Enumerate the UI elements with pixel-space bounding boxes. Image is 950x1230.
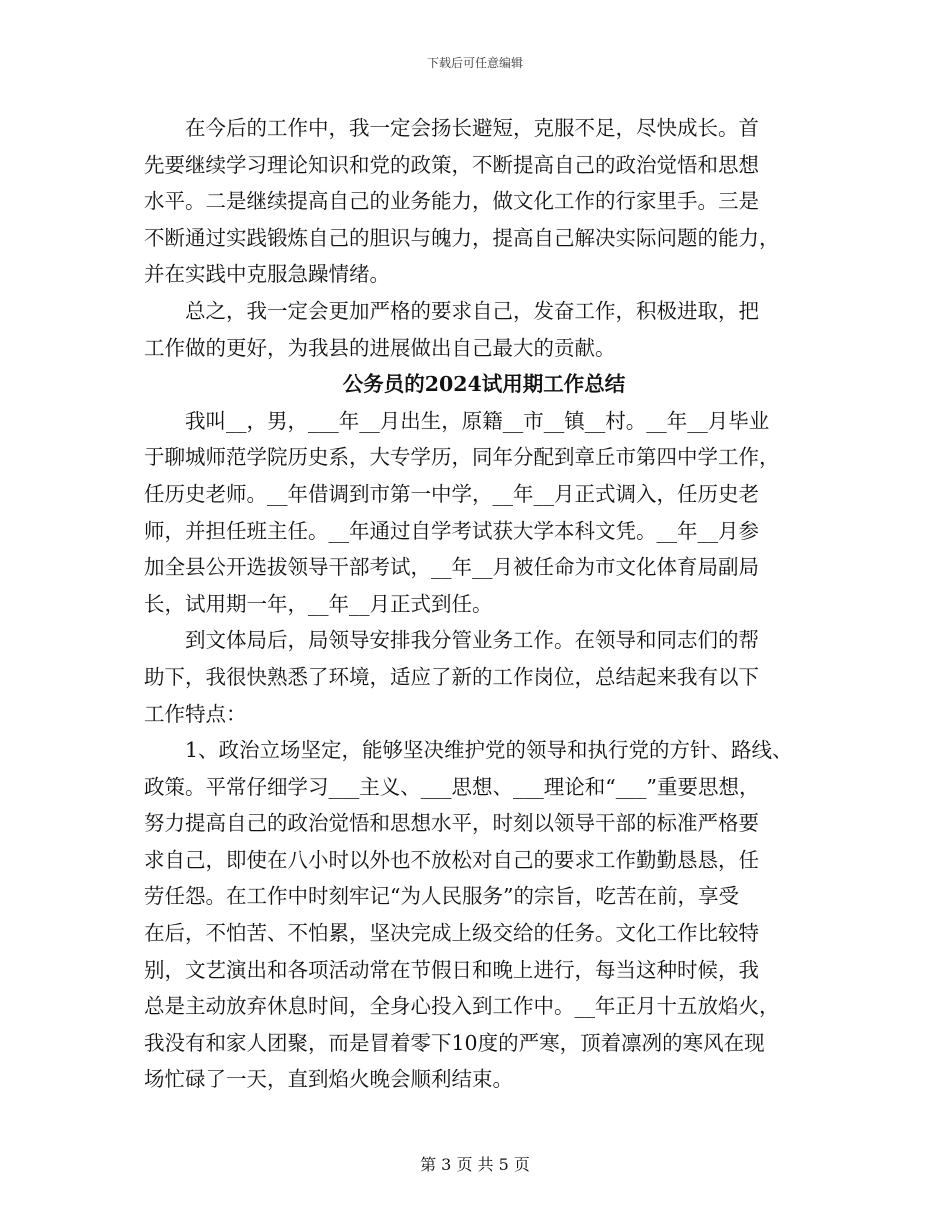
paragraph-line: 工作做的更好，为我县的进展做出自己最大的贡献。 [144, 335, 616, 360]
paragraph-line: 总之，我一定会更加严格的要求自己，发奋工作，积极进取，把 [185, 298, 759, 323]
paragraph-line: 我没有和家人团聚，而是冒着零下10度的严寒，顶着凛冽的寒风在现 [144, 1030, 765, 1055]
paragraph-line: 加全县公开选拔领导干部考试，__年__月被任命为市文化体育局副局 [144, 555, 759, 580]
paragraph-line: 助下，我很快熟悉了环境，适应了新的工作岗位，总结起来我有以下 [144, 664, 759, 689]
paragraph-line: 求自己，即使在八小时以外也不放松对自己的要求工作勤勤恳恳，任 [144, 847, 759, 872]
paragraph-line: 不断通过实践锻炼自己的胆识与魄力，提高自己解决实际问题的能力， [144, 225, 780, 250]
paragraph-line: 场忙碌了一天，直到焰火晚会顺利结束。 [144, 1067, 513, 1092]
document-body [144, 110, 824, 1098]
paragraph-line: 于聊城师范学院历史系，大专学历，同年分配到章丘市第四中学工作， [144, 445, 780, 470]
paragraph-line: 政策。平常仔细学习___主义、___思想、___理论和“___”重要思想， [144, 774, 760, 799]
paragraph-line: 在后，不怕苦、不怕累，坚决完成上级交给的任务。文化工作比较特 [144, 921, 759, 946]
paragraph-line: 工作特点： [144, 701, 247, 726]
section-title: 公务员的2024试用期工作总结 [342, 372, 626, 397]
paragraph-line: 水平。二是继续提高自己的业务能力，做文化工作的行家里手。三是 [144, 189, 759, 214]
paragraph-line: 师，并担任班主任。__年通过自学考试获大学本科文凭。__年__月参 [144, 518, 759, 543]
paragraph-line: 长，试用期一年，__年__月正式到任。 [144, 591, 493, 616]
paragraph-line: 劳任怨。在工作中时刻牢记“为人民服务”的宗旨，吃苦在前，享受 [144, 884, 739, 909]
paragraph-line: 并在实践中克服急躁情绪。 [144, 262, 390, 287]
paragraph-line: 在今后的工作中，我一定会扬长避短，克服不足，尽快成长。首 [185, 116, 759, 140]
paragraph-line: 任历史老师。__年借调到市第一中学，__年__月正式调入，任历史老 [144, 481, 759, 506]
page-number-footer: 第 3 页 共 5 页 [420, 1155, 530, 1174]
paragraph-line: 1、政治立场坚定，能够坚决维护党的领导和执行党的方针、路线、 [185, 738, 793, 763]
paragraph-line: 别，文艺演出和各项活动常在节假日和晚上进行，每当这种时候，我 [144, 957, 759, 982]
paragraph-line: 努力提高自己的政治觉悟和思想水平，时刻以领导干部的标准严格要 [144, 811, 759, 836]
paragraph-line: 总是主动放弃休息时间，全身心投入到工作中。__年正月十五放焰火， [144, 994, 780, 1019]
page-header-note: 下载后可任意编辑 [426, 56, 523, 70]
paragraph-line: 我叫__，男，___年__月出生，原籍__市__镇__村。__年__月毕业 [185, 408, 770, 433]
paragraph-line: 先要继续学习理论知识和党的政策，不断提高自己的政治觉悟和思想 [144, 152, 759, 177]
paragraph-line: 到文体局后，局领导安排我分管业务工作。在领导和同志们的帮 [185, 628, 759, 653]
